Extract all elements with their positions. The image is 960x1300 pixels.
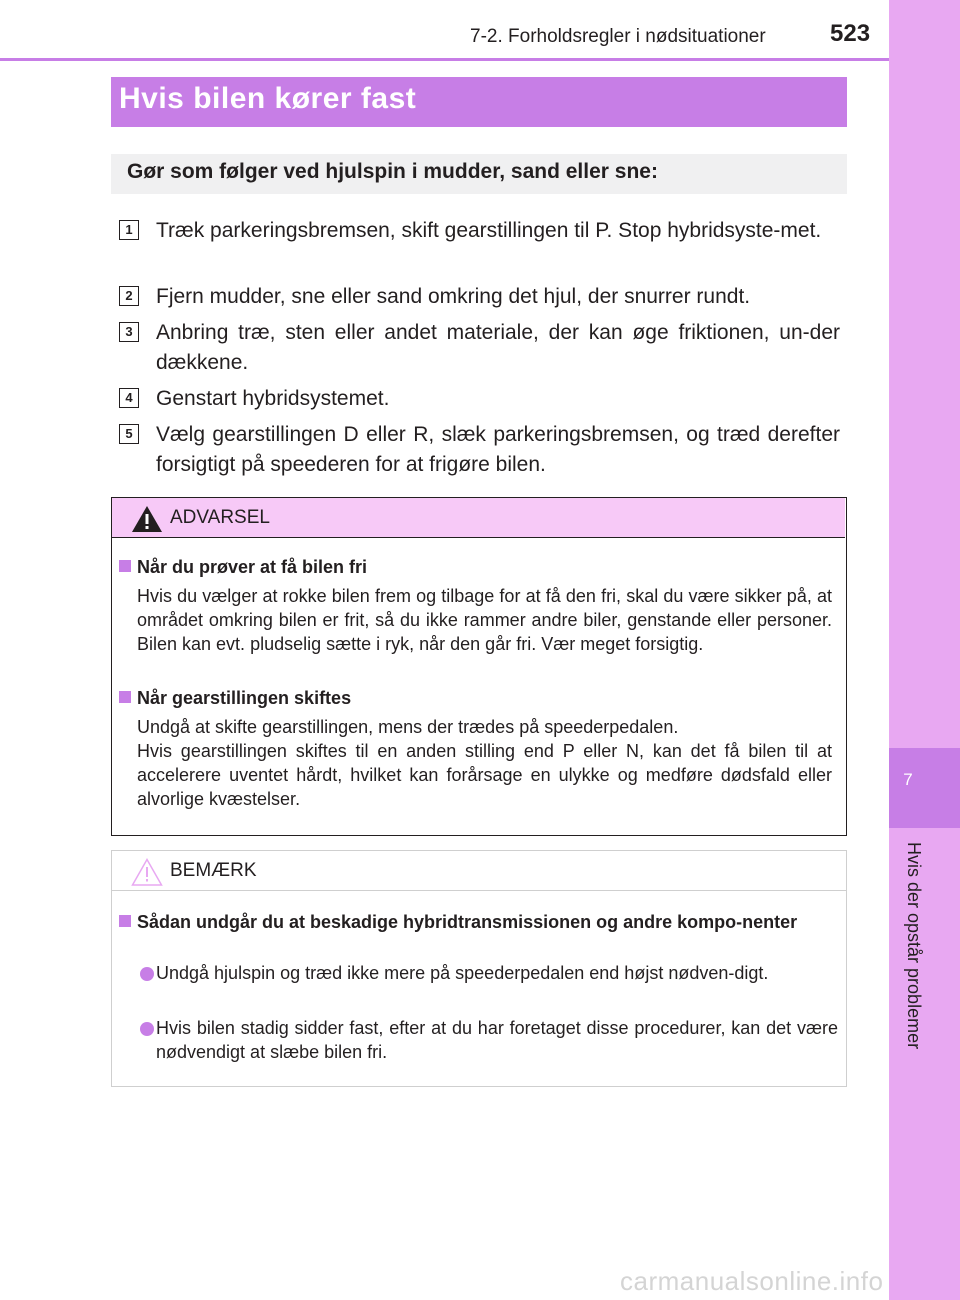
chapter-side-tab <box>889 0 960 1300</box>
warning-triangle-icon <box>130 504 164 534</box>
section-square-icon <box>119 560 131 572</box>
step-number: 5 <box>119 424 139 444</box>
header-divider <box>0 58 889 61</box>
page-title: Hvis bilen kører fast <box>119 82 417 115</box>
bullet-dot-icon <box>140 1022 154 1036</box>
warning-section-title: Når du prøver at få bilen fri <box>119 557 367 578</box>
notice-label: BEMÆRK <box>170 860 257 881</box>
step-text: Fjern mudder, sne eller sand omkring det hjul, der snurrer rundt. <box>156 285 751 308</box>
notice-bullet: Hvis bilen stadig sidder fast, efter at du har foretaget disse procedurer, kan det være nødvendigt at slæbe bilen fri. <box>156 1018 838 1062</box>
warning-label: ADVARSEL <box>170 507 270 528</box>
header-section-title: 7-2. Forholdsregler i nødsituationer <box>470 26 766 47</box>
notice-section-title: Sådan undgår du at beskadige hybridtransmissionen og andre kompo-nenter <box>119 910 839 934</box>
step-text: Vælg gearstillingen D eller R, slæk parkeringsbremsen, og træd derefter forsigtigt på speederen for at frigøre bilen. <box>156 423 840 476</box>
section-square-icon <box>119 915 131 927</box>
step-text: Træk parkeringsbremsen, skift gearstillingen til P. Stop hybridsyste-met. <box>156 219 822 242</box>
warning-box <box>111 497 847 836</box>
warning-header <box>112 498 845 538</box>
step-number: 3 <box>119 322 139 342</box>
step-text: Genstart hybridsystemet. <box>156 387 390 410</box>
notice-triangle-icon <box>130 857 164 887</box>
step-number: 2 <box>119 286 139 306</box>
warning-section-body: Undgå at skifte gearstillingen, mens der trædes på speederpedalen. Hvis gearstillingen skiftes til en anden stilling end P eller N, kan det få bilen til at accelerere uventet hårdt, hvilket kan forårsage en ulykke og medføre dødsfald eller alvorlige kvæstelser. <box>137 717 832 809</box>
watermark: carmanualsonline.info <box>620 1266 884 1296</box>
warning-section-body: Hvis du vælger at rokke bilen frem og tilbage for at få den fri, skal du være sikker på, at området omkring bilen er frit, så du ikke rammer andre biler, genstande eller personer. Bilen kan evt. pludselig sætte i ryk, når den går fri. Vær meget forsigtig. <box>137 586 832 654</box>
notice-box <box>111 850 847 1087</box>
warning-section-title: Når gearstillingen skiftes <box>119 688 351 709</box>
step-text: Anbring træ, sten eller andet materiale, der kan øge friktionen, un-der dækkene. <box>156 321 840 374</box>
step-number: 4 <box>119 388 139 408</box>
section-square-icon <box>119 691 131 703</box>
page-number: 523 <box>830 20 871 47</box>
bullet-dot-icon <box>140 967 154 981</box>
chapter-number: 7 <box>903 770 913 789</box>
chapter-title: Hvis der opstår problemer <box>904 842 924 1050</box>
step-number: 1 <box>119 220 139 240</box>
notice-bullet: Undgå hjulspin og træd ikke mere på speederpedalen end højst nødven-digt. <box>156 963 769 983</box>
instruction-heading: Gør som følger ved hjulspin i mudder, sand eller sne: <box>127 160 658 183</box>
notice-header <box>112 851 846 891</box>
